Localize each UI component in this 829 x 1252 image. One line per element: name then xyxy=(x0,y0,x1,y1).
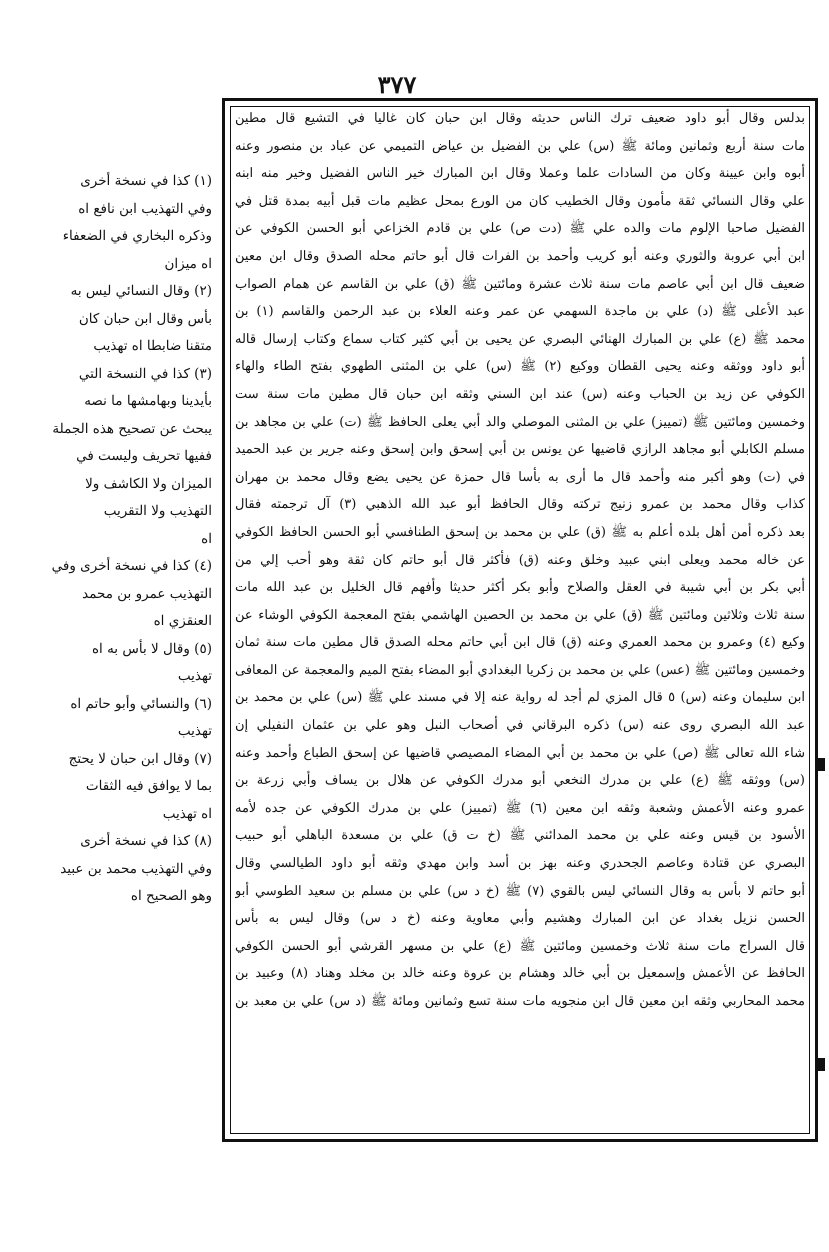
main-text-line: ضعيف قال ابن أبي عاصم مات سنة ثلاث عشرة ومائتين ﷺ (ق) علي بن القاسم عن همام الصواب xyxy=(235,276,805,292)
footnote-line: متقنا ضابطا اه تهذيب xyxy=(93,338,212,354)
footnote-line: (٨) كذا في نسخة أخرى xyxy=(80,833,212,849)
main-text-line: بعد ذكره أمن أهل بلده أعلم به ﷺ (ق) علي بن محمد بن إسحق الطنافسي أبو الحسن الحافظ الكوفي xyxy=(235,524,805,540)
main-text-line: شاء الله تعالى ﷺ (ص) علي بن محمد بن أبي المضاء المصيصي قاضيها عن إسحق الطباع وأحمد وعنه xyxy=(235,745,805,761)
main-text-line: الكوفي عن زيد بن الحباب وعنه (س) عند ابن السني وثقه ابن حبان قال مطين مات سنة ست xyxy=(235,386,805,402)
main-text-line: (س) ووثقه ﷺ (ع) علي بن مدرك النخعي أبو مدرك الكوفي عن هلال بن يساف وأبي زرعة بن xyxy=(235,773,805,789)
footnote-line: (٥) وقال لا بأس به اه xyxy=(91,640,212,657)
footnote-line: (٤) كذا في نسخة أخرى وفي xyxy=(51,558,212,574)
footnote-line: التهذيب ولا التقريب xyxy=(103,503,212,519)
footnote-line: العنقزي اه xyxy=(153,613,212,629)
main-text-line: سنة ثلاث وثلاثين ومائتين ﷺ (ق) علي بن محمد بن الحصين الهاشمي بفتح المعجمة الكوفي الوشاء عن xyxy=(235,607,805,623)
main-text-frame xyxy=(222,98,818,1142)
footnote-line: وفي التهذيب محمد بن عبيد xyxy=(60,860,212,877)
footnote-line: بأس وقال ابن حبان كان xyxy=(78,310,212,327)
main-text-line: كذاب وقال محمد بن عمرو زنيج تركته وقال الحافظ أبو عبد الله الذهبي (٣) آل ترجمته فقال xyxy=(235,497,805,513)
footnote-line: (٢) وقال النسائي ليس به xyxy=(70,283,212,299)
main-text-line: مات سنة أربع وثمانين ومائة ﷺ (س) علي بن الفضيل بن عياض التميمي عن عباد بن منصور وعنه xyxy=(235,138,805,154)
main-text-line: الفضيل صاحبا الإلوم مات والده علي ﷺ (دت ص) علي بن قادم الخزاعي أبو الحسن الكوفي عن xyxy=(235,221,805,237)
main-text-column xyxy=(235,105,805,1135)
footnote-line: تهذيب xyxy=(177,723,212,739)
main-text-line: وخمسين ومائتين ﷺ (عس) علي بن محمد بن زكريا البغدادي أبو المضاء بفتح الميم والمعجمة عن المعافى xyxy=(235,662,805,678)
main-text-line: أبوه وابن عيينة وكان من السادات علما وعملا وقال ابن المبارك خير الناس الفضيل وخير منه ابنه xyxy=(235,166,805,182)
main-text-line: عن خاله محمد ويعلى ابني عبيد وخلق وعنه (ق) فأكثر قال أبو حاتم كان ثقة وهو أحب إلي من xyxy=(235,552,805,568)
footnote-line: يبحث عن تصحيح هذه الجملة xyxy=(52,420,212,437)
footnotes-column xyxy=(14,168,212,911)
main-text-line: محمد ﷺ (ع) علي بن المبارك الهنائي البصري عن يحيى بن أبي كثير كتاب سماع وكتاب إرسال قاله xyxy=(235,331,805,347)
main-text-line: عمرو وعنه الأعمش وشعبة وثقه ابن معين (٦) ﷺ (تمييز) علي بن مدرك الكوفي عن جده لأمه xyxy=(235,800,805,816)
main-text-line: أبو حاتم لا بأس به وقال النسائي ليس بالقوي (٧) ﷺ (خ د س) علي بن مسلم بن سعيد الطوسي أبو xyxy=(235,883,805,899)
main-text-line: في (ت) وهو أكبر منه وأحمد قال ما أرى به بأسا قال حمزة عن يحيى يضع وقال محمد بن مهران xyxy=(235,469,805,485)
main-text-line: الحافظ عن الأعمش وإسمعيل بن أبي خالد وهشام بن عروة وعنه خالد بن مخلد وهناد (٨) وعبيد بن xyxy=(235,966,805,982)
main-text-line: محمد المحاربي وثقه ابن معين قال ابن منجويه مات سنة تسع وثمانين ومائة ﷺ (د س) علي بن معبد بن xyxy=(235,994,805,1009)
page-number: ٣٧٧ xyxy=(377,70,417,99)
footnote-line: التهذيب عمرو بن محمد xyxy=(82,585,212,602)
main-text-line: الأسود بن قيس وعنه علي بن محمد المدائني ﷺ (خ ت ق) علي بن مسعدة الباهلي أبو حبيب xyxy=(235,828,805,844)
main-text-line: قال السراج مات سنة ثلاث وخمسين ومائتين ﷺ (ع) علي بن مسهر القرشي أبو الحسن الكوفي xyxy=(235,938,805,954)
main-text-line: البصري عن قتادة وعاصم الجحدري وعنه بهز بن أسد وابن مهدي وثقه أبو داود الطيالسي وقال xyxy=(235,856,805,872)
footnote-line: بما لا يوافق فيه الثقات xyxy=(85,778,212,794)
footnote-line: تهذيب xyxy=(177,668,212,684)
margin-mark xyxy=(815,1058,825,1071)
footnote-line: (٦) والنسائي وأبو حاتم اه xyxy=(70,695,212,712)
main-text-line: ابن أبي عروبة والثوري وعنه أبو كريب وأحمد بن الفرات قال أبو حاتم محله الصدق وقال ابن معين xyxy=(235,248,805,264)
footnote-line: اه ميزان xyxy=(164,255,212,272)
main-text-line: الحسن نزيل بغداد عن ابن المبارك وهشيم وأبي معاوية وعنه (خ د س) وقال ليس به بأس xyxy=(235,911,805,927)
footnote-line: (٣) كذا في النسخة التي xyxy=(78,365,212,382)
main-text-line: بدلس وقال أبو داود ضعيف ترك الناس حديثه وقال ابن حبان كان غاليا في التشيع قال مطين xyxy=(235,111,805,126)
footnote-line: الميزان ولا الكاشف ولا xyxy=(85,475,212,492)
margin-mark xyxy=(815,758,825,771)
footnote-line: (٧) وقال ابن حبان لا يحتج xyxy=(68,750,212,767)
footnote-line: وهو الصحيح اه xyxy=(130,888,212,904)
footnote-line: (١) كذا في نسخة أخرى xyxy=(80,173,212,189)
footnote-line: اه تهذيب xyxy=(162,805,212,822)
footnote-line: ففيها تحريف وليست في xyxy=(76,448,212,464)
main-text-line: وخمسين ومائتين ﷺ (تمييز) علي بن المثنى الموصلي والد أبي يعلى الحافظ ﷺ (ت) علي بن مجاهد بن xyxy=(235,414,805,430)
footnote-line: وذكره البخاري في الضعفاء xyxy=(62,228,212,244)
main-text-line: أبي بكر بن أبي شيبة في العقل والصلاح وأبو بكر أكثر حديثا وأفهم قال الخليل بن عبد الله مات xyxy=(235,580,805,596)
footnote-line: اه xyxy=(201,530,212,547)
main-text-line: أبو داود ووثقه وعنه يحيى القطان ووكيع (٢) ﷺ (س) علي بن المثنى الطهوي بفتح الطاء والهاء xyxy=(235,359,805,375)
main-text-line: عبد الله البصري روى عنه (س) ذكره البرقاني في أصحاب النبل وهو علي بن عثمان النفيلي إن xyxy=(235,718,805,734)
footnote-line: وفي التهذيب ابن نافع اه xyxy=(78,200,212,217)
main-text-line: مسلم الكابلي أبو مجاهد الرازي قاضيها عن يونس بن أبي إسحق وابن إسحق وعنه جرير بن عبد الحميد xyxy=(235,442,805,458)
main-text-line: وكيع (٤) وعمرو بن محمد العمري وعنه (ق) قال ابن أبي حاتم محله الصدق قال مطين مات سنة ثمان xyxy=(235,635,805,651)
footnote-line: بأيدينا وبهامشها ما نصه xyxy=(84,393,212,409)
main-text-line: ابن سليمان وعنه (س) ٥ قال المزي لم أجد له رواية عنه إلا في مسند علي ﷺ (س) علي بن محمد بن xyxy=(235,690,805,706)
main-text-line: عبد الأعلى ﷺ (د) علي بن ماجدة السهمي عن عمر وعنه العلاء بن عبد الرحمن والقاسم (١) بن xyxy=(235,304,805,320)
main-text-line: علي وقال النسائي ثقة مأمون وقال الخطيب كان من الورع بمحل عظيم مات قبل أبيه بمدة قتل في xyxy=(235,193,805,209)
